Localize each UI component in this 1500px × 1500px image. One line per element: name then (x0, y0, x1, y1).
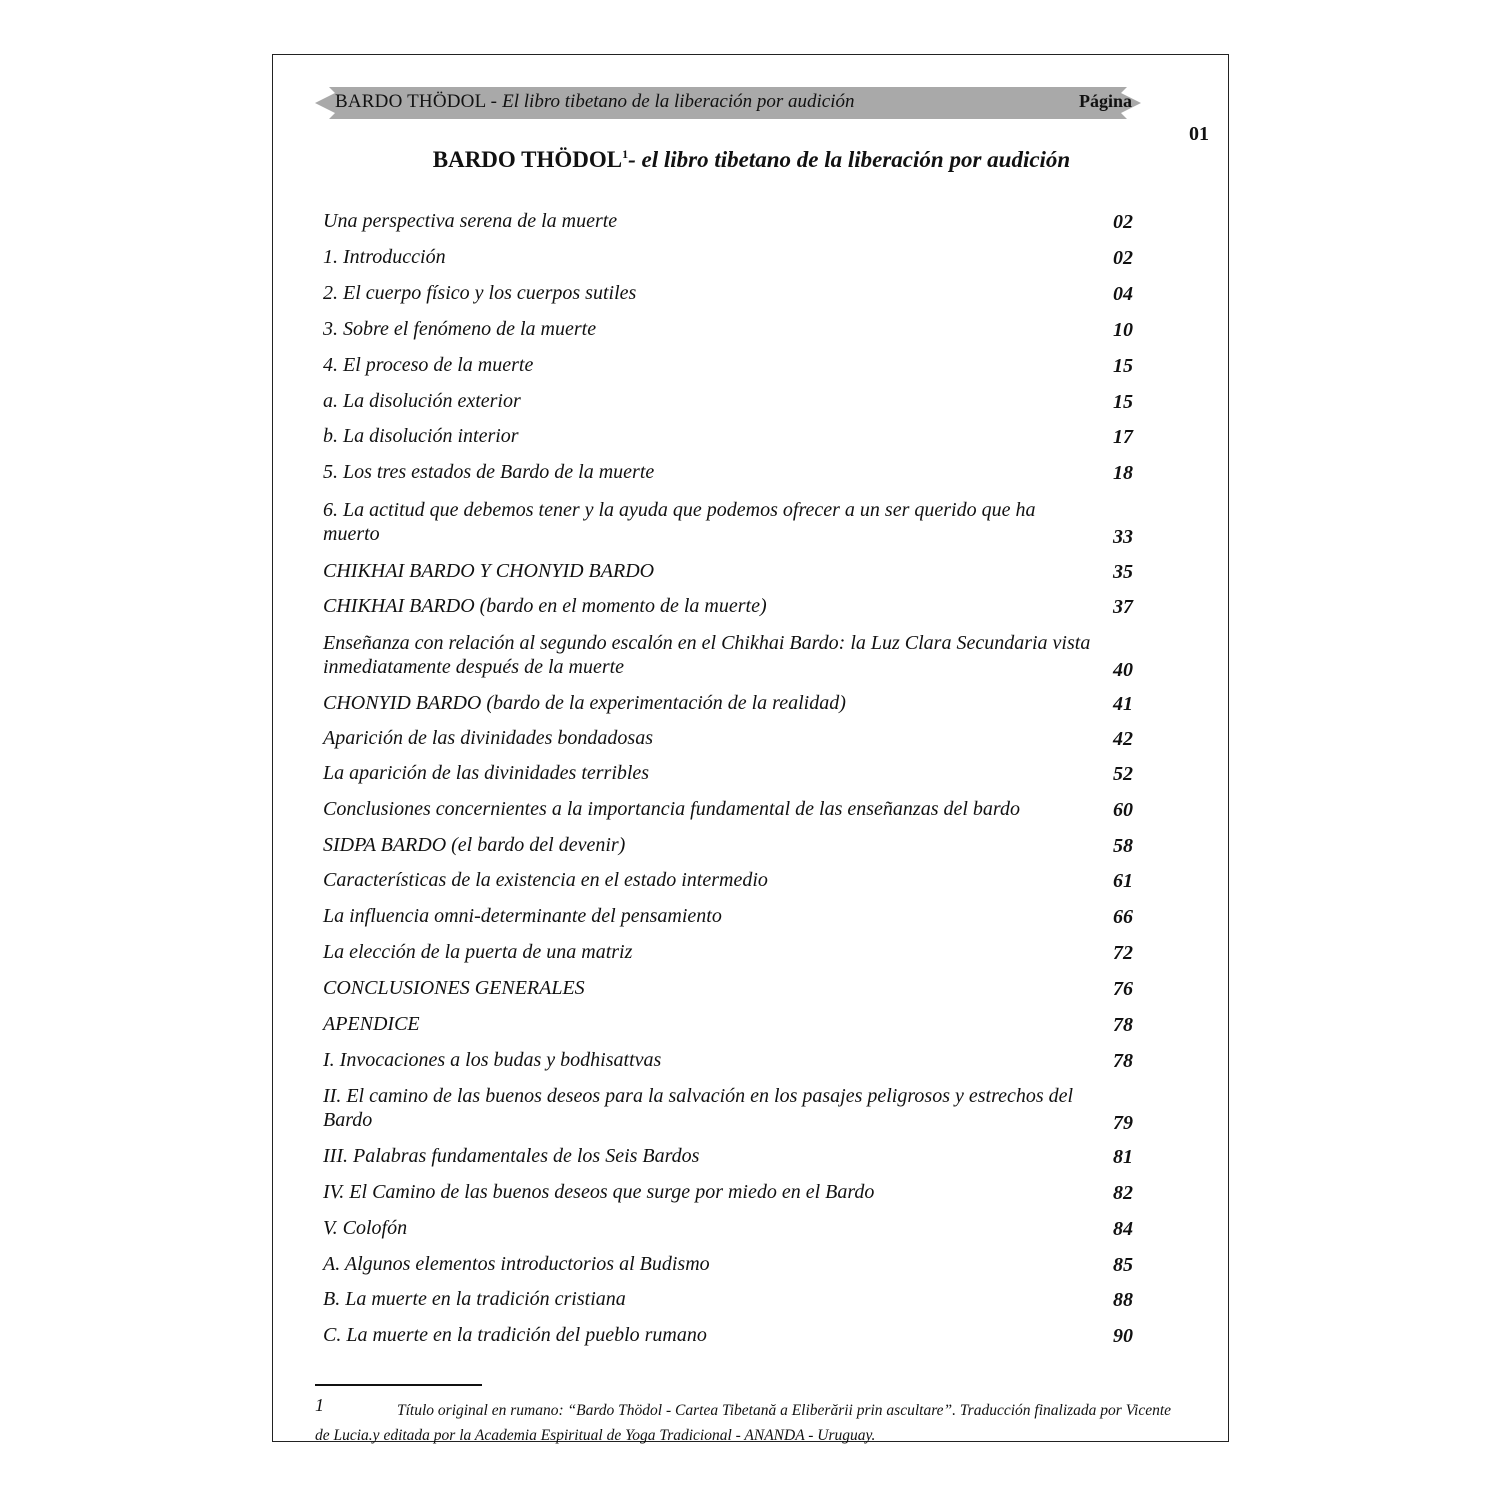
toc-entry-title: a. La disolución exterior (323, 390, 521, 412)
document-page (272, 54, 1229, 1442)
header-title (335, 91, 855, 113)
toc-entry-title: 6. La actitud que debemos tener y la ayuda que podemos ofrecer a un ser querido que ha muerto (323, 499, 1036, 545)
toc-entry-page: 37 (1113, 596, 1133, 618)
toc-entry-title: APENDICE (323, 1013, 420, 1035)
toc-entry-page: 18 (1113, 462, 1133, 484)
toc-entry-page: 41 (1113, 693, 1133, 715)
toc-entry-title: Una perspectiva serena de la muerte (323, 210, 618, 232)
toc-entry-title: 2. El cuerpo físico y los cuerpos sutiles (323, 282, 637, 304)
page-title-bold: BARDO THÖDOL (432, 147, 623, 172)
toc-entry-page: 76 (1113, 978, 1133, 1000)
toc-entry-title: CHIKHAI BARDO (bardo en el momento de la muerte) (323, 595, 767, 617)
toc-entry-title: La aparición de las divinidades terribles (323, 762, 650, 784)
toc-entry-page: 15 (1113, 391, 1133, 413)
footnote-separator (315, 1384, 482, 1386)
toc-entry-page: 42 (1113, 728, 1133, 750)
toc-entry-title: 5. Los tres estados de Bardo de la muerte (323, 461, 655, 483)
toc-entry-page: 72 (1113, 942, 1133, 964)
toc-entry-page: 35 (1113, 561, 1133, 583)
toc-entry-page: 15 (1113, 355, 1133, 377)
toc-entry-title: B. La muerte en la tradición cristiana (323, 1288, 626, 1310)
toc-entry-page: 52 (1113, 763, 1133, 785)
toc-entry-page: 79 (1113, 1112, 1133, 1134)
toc-entry-title: Características de la existencia en el estado intermedio (323, 869, 768, 891)
toc-entry-title: b. La disolución interior (323, 425, 519, 447)
toc-entry-title: Enseñanza con relación al segundo escalón en el Chikhai Bardo: la Luz Clara Secundaria vista inmediatamente después de la muerte (323, 632, 1091, 678)
toc-entry-page: 61 (1113, 870, 1133, 892)
toc-entry-page: 02 (1113, 247, 1133, 269)
toc-entry-title: 1. Introducción (323, 246, 446, 268)
page-title (273, 147, 1230, 173)
toc-entry-page: 33 (1113, 526, 1133, 548)
toc-entry-page: 58 (1113, 835, 1133, 857)
toc-entry-title: II. El camino de las buenos deseos para la salvación en los pasajes peligrosos y estrechos del Bardo (323, 1085, 1074, 1131)
toc-entry-page: 85 (1113, 1254, 1133, 1276)
toc-entry-title: Aparición de las divinidades bondadosas (323, 727, 653, 749)
toc-entry-page: 82 (1113, 1182, 1133, 1204)
toc-entry-page: 78 (1113, 1014, 1133, 1036)
toc-entry-title: La influencia omni-determinante del pensamiento (323, 905, 722, 927)
footnote-ref: 1 (622, 147, 629, 161)
toc-entry-title: A. Algunos elementos introductorios al Budismo (323, 1253, 710, 1275)
toc-entry-title: III. Palabras fundamentales de los Seis Bardos (323, 1145, 700, 1167)
header-page-number: 01 (1189, 123, 1209, 145)
running-header (315, 87, 1209, 145)
footnote-number: 1 (315, 1395, 324, 1415)
toc-entry-title: SIDPA BARDO (el bardo del devenir) (323, 834, 626, 856)
toc-entry-page: 78 (1113, 1050, 1133, 1072)
toc-entry-title: IV. El Camino de las buenos deseos que surge por miedo en el Bardo (323, 1181, 875, 1203)
toc-entry-page: 10 (1113, 319, 1133, 341)
toc-entry-page: 04 (1113, 283, 1133, 305)
toc-entry-title: La elección de la puerta de una matriz (323, 941, 633, 963)
header-pagina-label: Página (1079, 91, 1133, 111)
toc-entry-page: 40 (1113, 659, 1133, 681)
toc-entry-page: 84 (1113, 1218, 1133, 1240)
toc-entry-page: 02 (1113, 211, 1133, 233)
toc-entry-title: CHIKHAI BARDO Y CHONYID BARDO (323, 560, 655, 582)
toc-entry-page: 66 (1113, 906, 1133, 928)
page-title-italic: - el libro tibetano de la liberación por audición (628, 147, 1071, 172)
toc-entry-title: CONCLUSIONES GENERALES (323, 977, 585, 999)
toc-entry-page: 81 (1113, 1146, 1133, 1168)
header-title-italic: El libro tibetano de la liberación por audición (502, 91, 855, 112)
toc-entry-page: 17 (1113, 426, 1133, 448)
toc-entry-title: Conclusiones concernientes a la importancia fundamental de las enseñanzas del bardo (323, 798, 1020, 820)
toc-entry-page: 60 (1113, 799, 1133, 821)
footnote-text: Título original en rumano: “Bardo Thödol - Cartea Tibetană a Eliberării prin ascultare”. Traducción finalizada por Vicente de Lucia.y editada por la Academia Espiritual de Yoga Tradicional - ANANDA - Uruguay. (315, 1402, 1172, 1444)
toc-entry-title: I. Invocaciones a los budas y bodhisattvas (323, 1049, 662, 1071)
toc-entry-title: 4. El proceso de la muerte (323, 354, 534, 376)
toc-entry-title: V. Colofón (323, 1217, 408, 1239)
toc-entry-title: CHONYID BARDO (bardo de la experimentación de la realidad) (323, 692, 846, 714)
toc-entry-page: 90 (1113, 1325, 1133, 1347)
toc-entry-title: 3. Sobre el fenómeno de la muerte (323, 318, 597, 340)
header-title-bold: BARDO THÖDOL - (335, 91, 503, 112)
toc-entry-page: 88 (1113, 1289, 1133, 1311)
toc-entry-title: C. La muerte en la tradición del pueblo rumano (323, 1324, 707, 1346)
